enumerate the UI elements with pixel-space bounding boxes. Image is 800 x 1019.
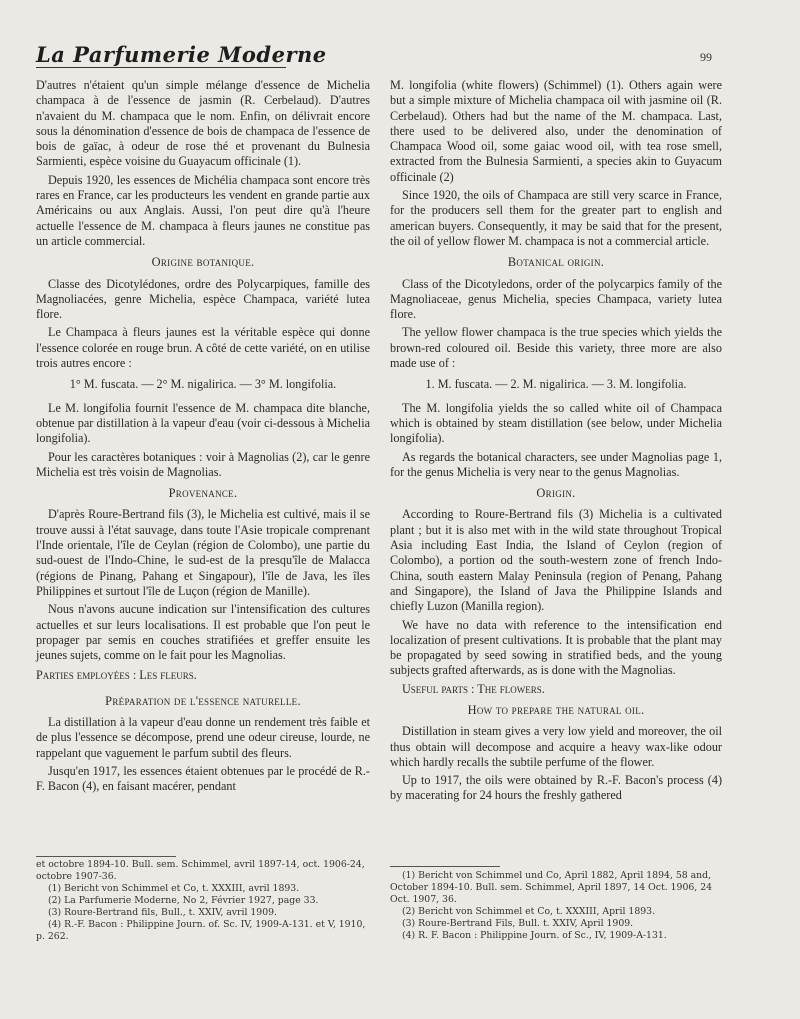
en-heading-provenance: Origin. [536, 486, 576, 501]
fr-heading-origine: Origine botanique. [151, 255, 255, 270]
footnote: (2) Bericht von Schimmel et Co, t. XXXIII, April 1893. [402, 906, 656, 917]
en-paragraph: M. longifolia (white flowers) (Schimmel) (1). Others again were but a simple mixture of Michelia champaca oil with jasmine oil (R. Cerbelaud). Others had but the name of the M. champaca. Last, there used to be delivered also, under the denomination of Champaca Wood oil, some gaiac wood oil, with tea rose smell, extracted from the Bulnesia Sarmienti, a species akin to Guyacum officinale (2) [390, 78, 722, 184]
fr-paragraph: La distillation à la vapeur d'eau donne un rendement très faible et de plus l'essence se décompose, prend une odeur cireuse, lourde, ne rappelant que vaguement le parfum subtil des fleurs. [36, 714, 370, 760]
footnote: (1) Bericht von Schimmel et Co, t. XXXIII, avril 1893. [48, 883, 300, 894]
fr-paragraph: Classe des Dicotylédones, ordre des Polycarpiques, famille des Magnoliacées, genre Michelia, espèce Champaca, variété lutea flore. [36, 276, 370, 322]
en-heading-origin: Botanical origin. [507, 255, 605, 270]
fr-heading-preparation: Préparation de l'essence naturelle. [105, 693, 301, 708]
footnote-rule [390, 866, 500, 867]
en-varieties-line: 1. M. fuscata. — 2. M. nigalirica. — 3. M. longifolia. [425, 377, 687, 392]
footnote: (3) Roure-Bertrand Fils, Bull. t. XXIV, April 1909. [402, 918, 634, 929]
fr-varieties-line: 1° M. fuscata. — 2° M. nigalirica. — 3° M. longifolia. [69, 377, 337, 392]
fr-paragraph: Le Champaca à fleurs jaunes est la véritable espèce qui donne l'essence colorée en rouge brun. A côté de cette variété, on en utilise trois autres encore : [36, 325, 370, 371]
en-useful-parts: Useful parts : The flowers. [402, 681, 545, 696]
fr-paragraph: Pour les caractères botaniques : voir à Magnolias (2), car le genre Michelia est très voisin de Magnolias. [36, 449, 370, 479]
fr-parties-employees: Parties employées : Les fleurs. [36, 668, 197, 683]
footnote: (2) La Parfumerie Moderne, No 2, Février 1927, page 33. [48, 895, 319, 906]
fr-heading-provenance: Provenance. [168, 486, 238, 501]
en-paragraph: We have no data with reference to the intensification end localization of present cultivations. It is probable that the plant may be propagated by seed sowing in stratified beds, and the young subjects grafted afterwards, as is done with the Magnolias. [390, 617, 722, 678]
en-paragraph: Since 1920, the oils of Champaca are still very scarce in France, for the producers sell them for the greater part to english and american buyers. Consequently, it may be said that for the present, the oil of yellow flower M. champaca is not a commercial article. [390, 188, 722, 248]
english-column [390, 78, 722, 807]
footnote-continuation: et octobre 1894-10. Bull. sem. Schimmel, avril 1897-14, oct. 1906-24, octobre 1907-36. [36, 859, 365, 882]
en-paragraph: The yellow flower champaca is the true species which yields the brown-red coloured oil. Beside this variety, three more are also made use of : [390, 325, 722, 371]
footnotes-english [390, 870, 722, 942]
french-column [36, 78, 370, 797]
en-paragraph: Class of the Dicotyledons, order of the polycarpics family of the Magnoliaceae, genus Michelia, species Champaca, variety lutea flore. [390, 276, 722, 322]
fr-paragraph: D'après Roure-Bertrand fils (3), le Michelia est cultivé, mais il se trouve aussi à l'état sauvage, dans toute l'Asie tropicale comprenant l'Inde orientale, l'île de Ceylan (région de Colombo), une partie du sud-ouest de l'Indo-Chine, le sud-est de la presqu'île de Malacca (régions de Pinang, Pahang et Singapour), l'île de Java, les îles Philippines et surtout l'île de Luçon (région de Manille). [36, 507, 370, 598]
en-paragraph: According to Roure-Bertrand fils (3) Michelia is a cultivated plant ; but it is also met with in the wild state throughout Tropical Asia including East India, the Island of Ceylon (region of Colombo), a portion od the south-western zone of french Indo-China, south eastern Malay Peninsula (region of Penang, Pahang and Singapore), the Island of Java the Philippine Islands and chiefly Luzon (Manilla region). [390, 507, 722, 614]
footnote: (4) R.-F. Bacon : Philippine Journ. of. Sc. IV, 1909-A-131. et V, 1910, p. 262. [36, 919, 366, 942]
fr-paragraph: Le M. longifolia fournit l'essence de M. champaca dite blanche, obtenue par distillation à la vapeur d'eau (voir ci-dessous à Michelia longifolia). [36, 400, 370, 446]
footnote-rule [36, 856, 176, 857]
en-paragraph: As regards the botanical characters, see under Magnolias page 1, for the genus Michelia is very near to the genus Magnolias. [390, 449, 722, 479]
fr-paragraph: D'autres n'étaient qu'un simple mélange d'essence de Michelia champaca à de l'essence de jasmin (R. Cerbelaud). D'autres n'avaient du M. champaca que le nom. Enfin, on délivrait encore sous la dénomination d'essence de bois de champaca de l'essence de bois de gaïac, à odeur de rose thé et provenant du Bulnesia Sarmienti, espèce voisine du Guayacum officinale (1). [36, 78, 370, 169]
fr-paragraph: Nous n'avons aucune indication sur l'intensification des cultures actuelles et sur leurs localisations. Il est probable que l'on peut le propager par semis en couches stratifiées et greffer ensuite les jeunes sujets, comme on le fait pour les Magnolias. [36, 602, 370, 663]
en-heading-preparation: How to prepare the natural oil. [467, 702, 645, 717]
fr-paragraph: Jusqu'en 1917, les essences étaient obtenues par le procédé de R.-F. Bacon (4), en faisant macérer, pendant [36, 763, 370, 794]
masthead-underline [36, 67, 286, 68]
fr-paragraph: Depuis 1920, les essences de Michélia champaca sont encore très rares en France, car les producteurs les vendent en grande partie aux Américains ou aux Anglais. Aussi, l'on peut dire qu'à l'heure actuelle l'essence de M. champaca à fleurs jaunes ne constitue pas un article commercial. [36, 172, 370, 248]
footnotes-french [36, 859, 370, 943]
page-number: 99 [700, 50, 712, 64]
en-paragraph: Distillation in steam gives a very low yield and moreover, the oil thus obtain will decompose and acquire a heavy wax-like odour which hardly recalls the subtile perfume of the flower. [390, 724, 722, 769]
footnote: (1) Bericht von Schimmel und Co, April 1882, April 1894, 58 and, October 1894-10. Bull. sem. Schimmel, April 1897, 14 Oct. 1906, 24 Oct. 1907, 36. [390, 870, 713, 905]
footnote: (3) Roure-Bertrand fils, Bull., t. XXIV, avril 1909. [48, 907, 277, 918]
journal-masthead: La Parfumerie Moderne [36, 42, 327, 67]
en-paragraph: The M. longifolia yields the so called white oil of Champaca which is obtained by steam distillation (see below, under Michelia longifolia). [390, 400, 722, 446]
en-paragraph: Up to 1917, the oils were obtained by R.-F. Bacon's process (4) by macerating for 24 hours the freshly gathered [390, 773, 722, 803]
footnote: (4) R. F. Bacon : Philippine Journ. of Sc., IV, 1909-A-131. [402, 930, 667, 941]
